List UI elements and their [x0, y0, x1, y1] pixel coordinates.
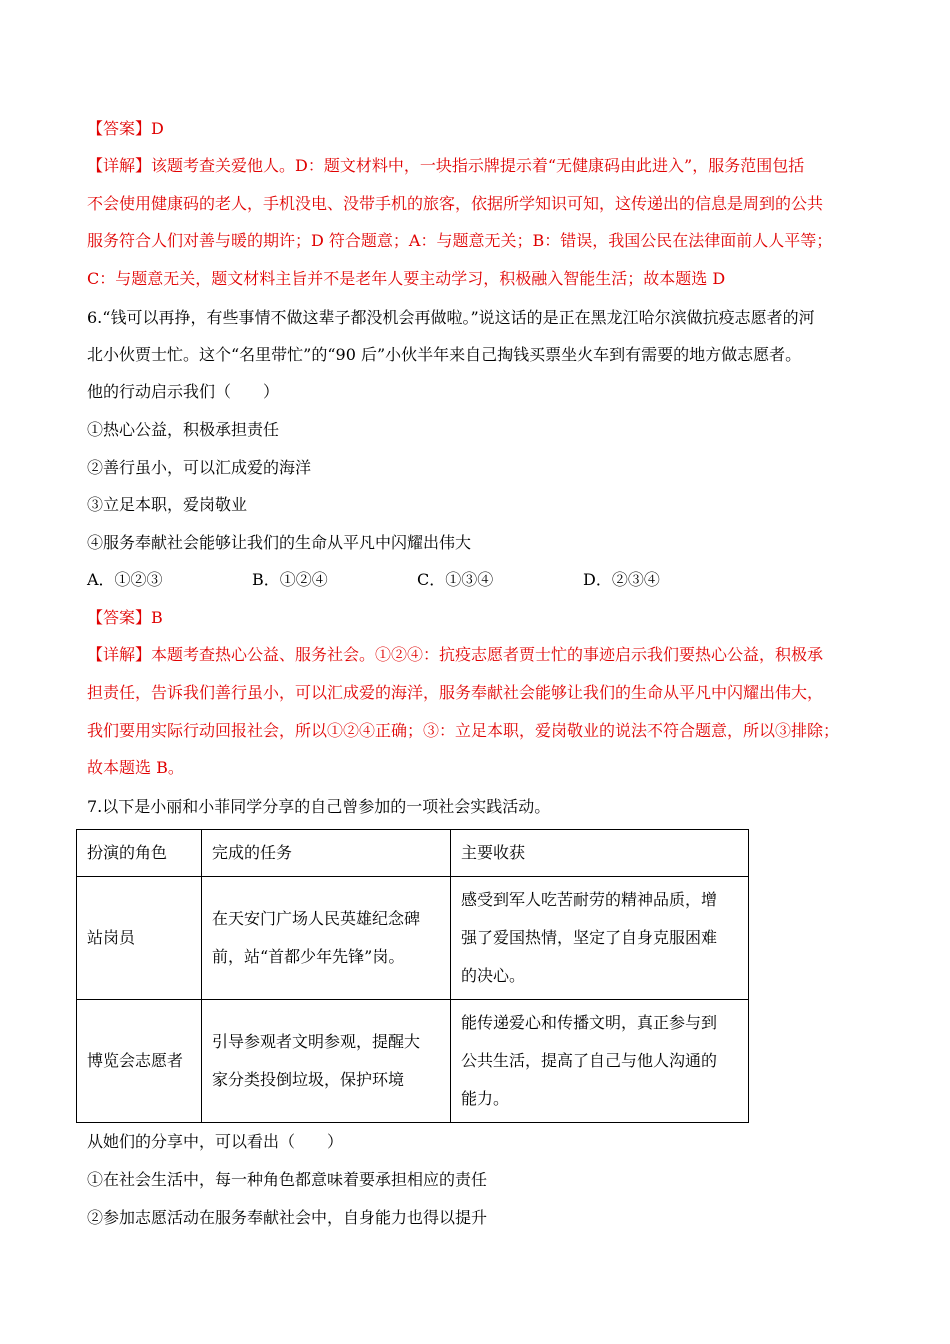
q5-detail-line: C：与题意无关，题文材料主旨并不是老年人要主动学习，积极融入智能生活；故本题选 D: [87, 269, 726, 288]
cell-line: 的决心。: [461, 966, 526, 985]
cell-line: 公共生活，提高了自己与他人沟通的: [461, 1051, 718, 1070]
table-header-row: [77, 830, 749, 877]
q6-option-c: C．①③④: [417, 570, 494, 589]
q6-detail-line: 我们要用实际行动回报社会，所以①②④正确；③：立足本职，爱岗敬业的说法不符合题意，所以③排除；: [87, 721, 840, 740]
q6-stem-line: 他的行动启示我们（ ）: [87, 382, 280, 401]
gain-cell: [451, 1000, 749, 1123]
cell-line: 能传递爱心和传播文明，真正参与到: [461, 1013, 718, 1032]
role-cell: 博览会志愿者: [77, 1000, 202, 1123]
q6-stem-line: 6.“钱可以再挣，有些事情不做这辈子都没机会再做啦。”说这话的是正在黑龙江哈尔滨做抗疫志愿者的河: [87, 308, 815, 327]
table-header-cell: 主要收获: [451, 830, 749, 877]
task-cell: [202, 877, 451, 1000]
q6-statement: ①热心公益，积极承担责任: [87, 420, 280, 439]
q6-options: [87, 569, 787, 591]
q6-stem-line: 北小伙贾士忙。这个“名里带忙”的“90 后”小伙半年来自己掏钱买票坐火车到有需要的地方做志愿者。: [87, 345, 802, 364]
q5-answer: 【答案】D: [87, 119, 164, 138]
q7-stem: 7.以下是小丽和小菲同学分享的自己曾参加的一项社会实践活动。: [87, 797, 551, 816]
cell-line: 前，站“首都少年先锋”岗。: [212, 947, 405, 966]
task-cell: [202, 1000, 451, 1123]
q7-question: 从她们的分享中，可以看出（ ）: [87, 1132, 344, 1151]
activity-table: [76, 829, 749, 1123]
q5-detail-line: 服务符合人们对善与暖的期许；D 符合题意；A：与题意无关；B：错误，我国公民在法律面前人人平等；: [87, 231, 833, 250]
cell-line: 在天安门广场人民英雄纪念碑: [212, 909, 421, 928]
cell-line: 家分类投倒垃圾，保护环境: [212, 1070, 405, 1089]
gain-cell: [451, 877, 749, 1000]
q6-option-b: B．①②④: [252, 570, 328, 589]
cell-line: 感受到军人吃苦耐劳的精神品质，增: [461, 890, 718, 909]
cell-line: 引导参观者文明参观，提醒大: [212, 1032, 421, 1051]
table-header-cell: 扮演的角色: [77, 830, 202, 877]
q5-detail-line: 不会使用健康码的老人，手机没电、没带手机的旅客，依据所学知识可知，这传递出的信息是周到的公共: [87, 194, 824, 213]
q7-statement: ①在社会生活中，每一种角色都意味着要承担相应的责任: [87, 1170, 488, 1189]
role-cell: 站岗员: [77, 877, 202, 1000]
q6-option-a: A．①②③: [87, 570, 163, 589]
q6-statement: ②善行虽小，可以汇成爱的海洋: [87, 458, 312, 477]
q5-detail-line: 【详解】该题考查关爱他人。D：题文材料中，一块指示牌提示着“无健康码由此进入”，服务范围包括: [87, 156, 805, 175]
table-row: [77, 1000, 749, 1123]
q6-detail-line: 【详解】本题考查热心公益、服务社会。①②④：抗疫志愿者贾士忙的事迹启示我们要热心公益，积极承: [87, 645, 824, 664]
q6-detail-line: 担责任，告诉我们善行虽小，可以汇成爱的海洋，服务奉献社会能够让我们的生命从平凡中闪耀出伟大，: [87, 683, 824, 702]
q6-detail-line: 故本题选 B。: [87, 758, 184, 777]
q6-option-d: D．②③④: [583, 570, 660, 589]
q7-statement: ②参加志愿活动在服务奉献社会中，自身能力也得以提升: [87, 1208, 488, 1227]
q6-answer: 【答案】B: [87, 608, 163, 627]
q6-statement: ④服务奉献社会能够让我们的生命从平凡中闪耀出伟大: [87, 533, 472, 552]
table-header-cell: 完成的任务: [202, 830, 451, 877]
cell-line: 能力。: [461, 1089, 510, 1108]
q6-statement: ③立足本职，爱岗敬业: [87, 495, 248, 514]
table-row: [77, 877, 749, 1000]
cell-line: 强了爱国热情，坚定了自身克服困难: [461, 928, 718, 947]
